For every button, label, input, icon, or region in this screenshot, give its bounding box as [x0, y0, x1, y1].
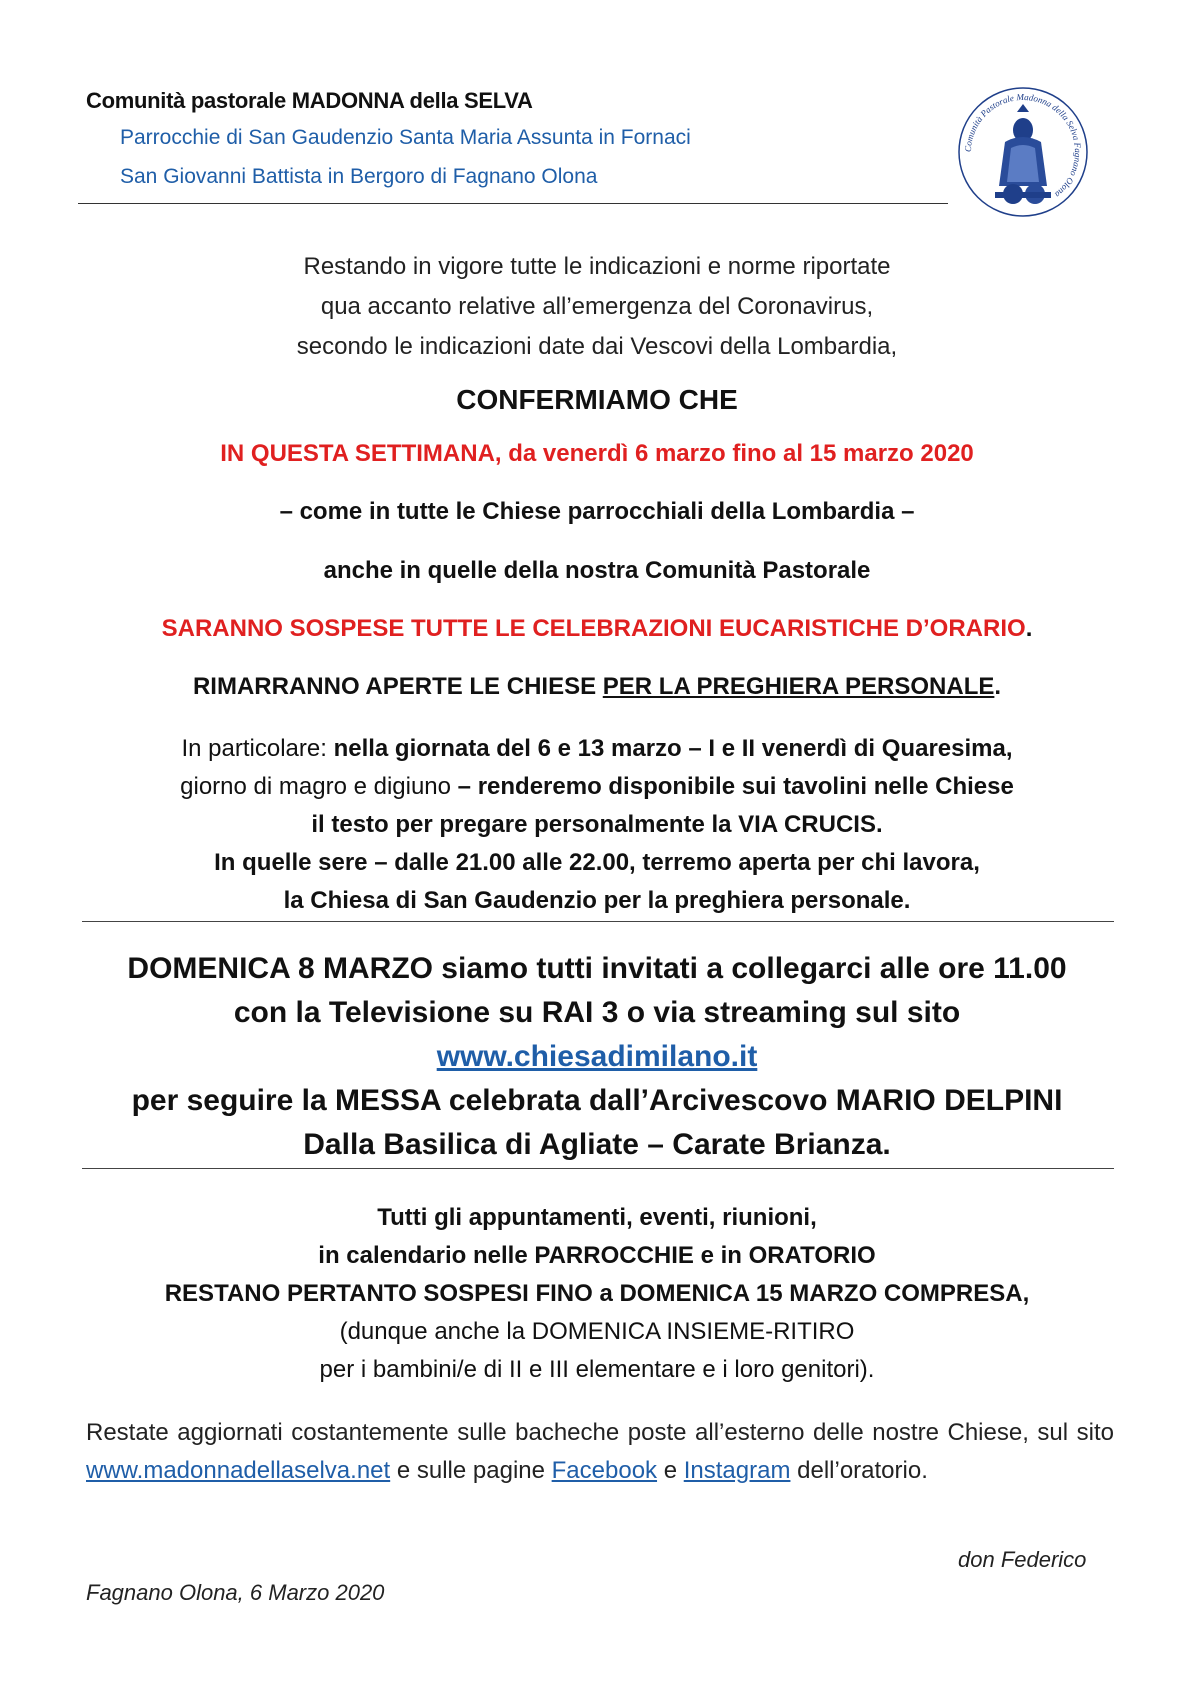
- intro-line-3: secondo le indicazioni date dai Vescovi della Lombardia,: [296, 333, 898, 360]
- fasting-day: giorno di magro e digiuno: [180, 773, 458, 800]
- signature: don Federico: [958, 1547, 1087, 1572]
- particolare-line-4: In quelle sere – dalle 21.00 alle 22.00, terremo aperta per chi lavora,: [214, 849, 980, 876]
- tables-note: – renderemo disponibile sui tavolini nelle Chiese: [457, 773, 1014, 800]
- particolare-line-1: [80, 730, 1114, 768]
- suspended-celebrations: [80, 615, 1114, 643]
- header-divider: [78, 203, 948, 204]
- document-date: Fagnano Olona, 6 Marzo 2020: [86, 1580, 385, 1605]
- lombardia-note: – come in tutte le Chiese parrocchiali della Lombardia –: [279, 498, 915, 525]
- madonna-seal-logo: [955, 82, 1091, 222]
- churches-open-prefix: RIMARRANNO APERTE LE CHIESE: [192, 673, 603, 700]
- svg-text:Comunità Pastorale Madonna del: Comunità Pastorale Madonna della Selva Fagnano Olona: [962, 91, 1084, 200]
- sunday-line-4: per seguire la MESSA celebrata dall’Arcivescovo MARIO DELPINI: [131, 1084, 1063, 1117]
- sunday-line-2: con la Televisione su RAI 3 o via streaming sul sito: [233, 996, 961, 1029]
- appointments-line-1: Tutti gli appuntamenti, eventi, riunioni,: [377, 1204, 817, 1231]
- appointments-block: [80, 1199, 1114, 1389]
- intro-line-2: qua accanto relative all’emergenza del Coronavirus,: [320, 293, 874, 320]
- confirm-heading: CONFERMIAMO CHE: [456, 384, 738, 415]
- community-note: anche in quelle della nostra Comunità Pastorale: [323, 557, 871, 584]
- appointments-line-5: per i bambini/e di II e III elementare e i loro genitori).: [319, 1356, 875, 1383]
- churches-open: [80, 673, 1114, 701]
- appointments-line-3: RESTANO PERTANTO SOSPESI FINO a DOMENICA 15 MARZO COMPRESA,: [164, 1280, 1030, 1307]
- divider-top: [82, 921, 1114, 922]
- personal-prayer: PER LA PREGHIERA PERSONALE: [602, 673, 995, 700]
- appointments-line-4: (dunque anche la DOMENICA INSIEME-RITIRO: [339, 1318, 855, 1345]
- facebook-link[interactable]: Facebook: [551, 1457, 658, 1484]
- particolare-line-3: il testo per pregare personalmente la VIA CRUCIS.: [311, 811, 883, 838]
- churches-open-suffix: .: [994, 673, 1002, 700]
- parishes-line-1: Parrocchie di San Gaudenzio Santa Maria Assunta in Fornaci: [120, 126, 691, 149]
- madonnadellaselva-link[interactable]: www.madonnadellaselva.net: [86, 1457, 391, 1484]
- divider-bottom: [82, 1168, 1114, 1169]
- particolare-intro: In particolare:: [181, 735, 334, 762]
- appointments-line-2: in calendario nelle PARROCCHIE e in ORATORIO: [318, 1242, 876, 1269]
- via-crucis-paragraph: [80, 730, 1114, 920]
- particolare-dates: nella giornata del 6 e 13 marzo – I e II venerdì di Quaresima,: [333, 735, 1013, 762]
- sunday-mass-block: [80, 947, 1114, 1167]
- community-title: Comunità pastorale MADONNA della SELVA: [86, 88, 533, 113]
- sunday-line-1: DOMENICA 8 MARZO siamo tutti invitati a collegarci alle ore 11.00: [127, 952, 1067, 985]
- instagram-link[interactable]: Instagram: [683, 1457, 791, 1484]
- particolare-line-2: [80, 768, 1114, 806]
- intro-paragraph: [80, 247, 1114, 367]
- suspended-text: SARANNO SOSPESE TUTTE LE CELEBRAZIONI EUCARISTICHE D’ORARIO: [161, 615, 1026, 642]
- sunday-line-5: Dalla Basilica di Agliate – Carate Brianza.: [303, 1128, 891, 1161]
- particolare-line-5: la Chiesa di San Gaudenzio per la preghiera personale.: [283, 887, 911, 914]
- chiesadimilano-link[interactable]: www.chiesadimilano.it: [436, 1040, 758, 1073]
- suspended-period: .: [1025, 615, 1033, 642]
- week-dates: IN QUESTA SETTIMANA, da venerdì 6 marzo fino al 15 marzo 2020: [220, 440, 974, 467]
- intro-line-1: Restando in vigore tutte le indicazioni e norme riportate: [303, 253, 891, 280]
- parishes-line-2: San Giovanni Battista in Bergoro di Fagnano Olona: [120, 165, 598, 188]
- stay-updated-paragraph: Restate aggiornati costantemente sulle bacheche poste all’esterno delle nostre Chiese, sul sito www.madonnadellaselva.net e sulle pagine Facebook e Instagram dell’oratorio.: [86, 1419, 1114, 1484]
